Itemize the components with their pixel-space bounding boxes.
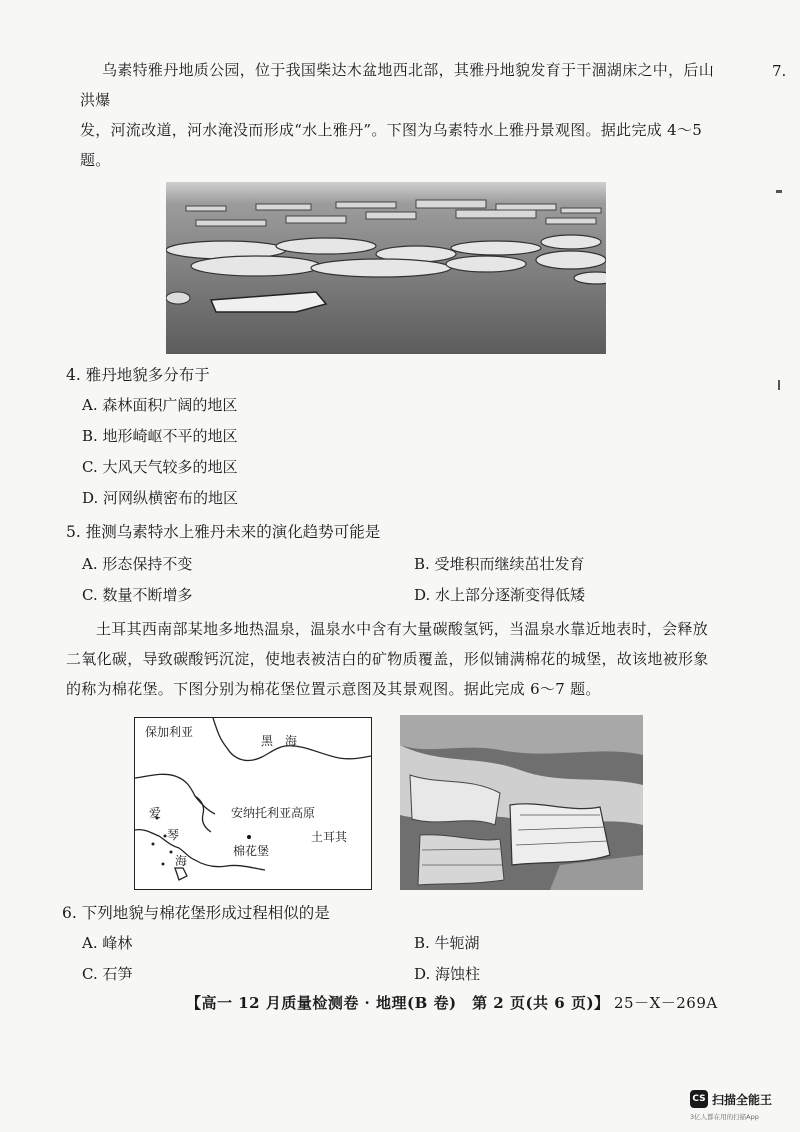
margin-question-number: 7. — [772, 62, 787, 80]
yardang-photo-illustration — [166, 182, 606, 354]
pamukkale-location-map — [134, 717, 372, 890]
margin-mark — [778, 380, 780, 390]
q6-option-c[interactable]: C. 石笋 — [82, 965, 133, 983]
q4-option-c[interactable]: C. 大风天气较多的地区 — [82, 458, 238, 476]
map-label-aegean-1: 爱 — [149, 806, 162, 820]
q4-option-b[interactable]: B. 地形崎岖不平的地区 — [82, 427, 238, 445]
q6-option-d[interactable]: D. 海蚀柱 — [414, 965, 481, 983]
page-footer-code: 25－X－269A — [614, 994, 718, 1012]
map-label-turkey: 土耳其 — [311, 830, 348, 844]
page-footer-title: 【高一 12 月质量检测卷 · 地理(B 卷) 第 2 页(共 6 页)】 — [186, 994, 610, 1012]
map-label-anatolian-plateau: 安纳托利亚高原 — [231, 806, 316, 820]
scanner-watermark — [690, 1090, 772, 1108]
scanner-slogan: 3亿人都在用的扫描App — [690, 1113, 759, 1121]
scanner-app-name: 扫描全能王 — [712, 1092, 773, 1107]
intro-1-line-1: 乌素特雅丹地质公园，位于我国柴达木盆地西北部，其雅丹地貌发育于干涸湖床之中，后山洪爆 — [80, 61, 715, 109]
margin-mark — [776, 190, 782, 193]
question-5-stem: 5. 推测乌素特水上雅丹未来的演化趋势可能是 — [66, 523, 381, 541]
map-label-black-sea: 黑 海 — [261, 734, 298, 748]
intro-2-line-1: 土耳其西南部某地多地热温泉，温泉水中含有大量碳酸氢钙，当温泉水靠近地表时，会释放 — [96, 620, 709, 638]
intro-paragraph-2 — [66, 614, 726, 704]
q6-option-b[interactable]: B. 牛轭湖 — [414, 934, 480, 952]
question-6-stem: 6. 下列地貌与棉花堡形成过程相似的是 — [62, 904, 330, 922]
q4-option-d[interactable]: D. 河网纵横密布的地区 — [82, 489, 239, 507]
pamukkale-photo-illustration — [400, 715, 643, 890]
q5-option-b[interactable]: B. 受堆积而继续茁壮发育 — [414, 555, 585, 573]
intro-1-line-2: 发，河流改道，河水淹没而形成“水上雅丹”。下图为乌素特水上雅丹景观图。据此完成 4～5 题。 — [80, 121, 703, 169]
q5-option-a[interactable]: A. 形态保持不变 — [82, 555, 193, 573]
yardang-landscape-photo — [166, 182, 606, 354]
pamukkale-location-dot — [247, 835, 251, 839]
intro-2-line-3: 的称为棉花堡。下图分别为棉花堡位置示意图及其景观图。据此完成 6～7 题。 — [66, 680, 601, 698]
question-4-stem: 4. 雅丹地貌多分布于 — [66, 366, 210, 384]
q6-option-a[interactable]: A. 峰林 — [82, 934, 133, 952]
map-label-aegean-2: 琴 — [167, 828, 180, 842]
map-label-bulgaria: 保加利亚 — [145, 725, 194, 739]
q5-option-d[interactable]: D. 水上部分逐渐变得低矮 — [414, 586, 586, 604]
map-label-aegean-3: 海 — [175, 854, 188, 868]
q4-option-a[interactable]: A. 森林面积广阔的地区 — [82, 396, 238, 414]
intro-paragraph-1 — [80, 55, 720, 175]
pamukkale-landscape-photo — [400, 715, 643, 890]
map-label-pamukkale: 棉花堡 — [233, 844, 270, 858]
q5-option-c[interactable]: C. 数量不断增多 — [82, 586, 193, 604]
intro-2-line-2: 二氧化碳，导致碳酸钙沉淀，使地表被洁白的矿物质覆盖，形似铺满棉花的城堡，故该地被形象 — [66, 650, 709, 668]
camscanner-logo-icon: CS — [690, 1090, 708, 1108]
